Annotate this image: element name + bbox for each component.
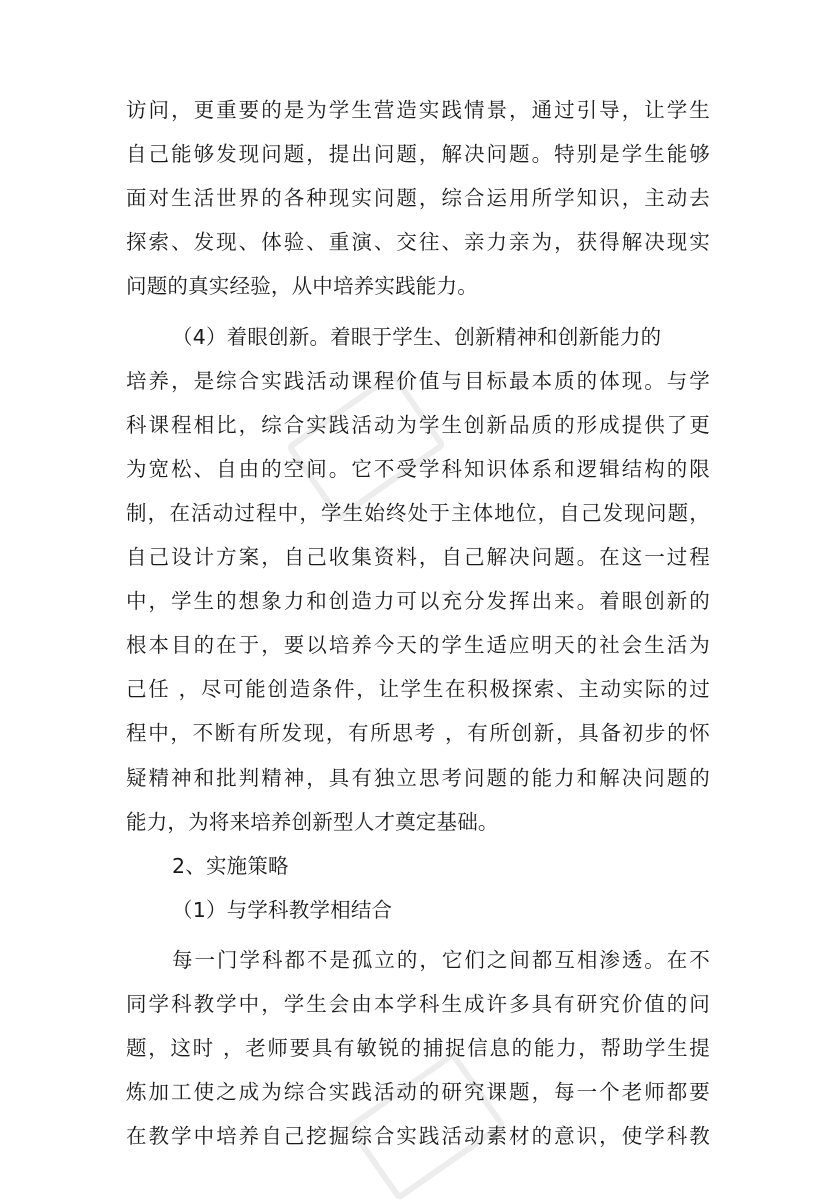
body-line-5: 问题的真实经验，从中培养实践能力。 [126, 274, 478, 298]
body-line-1: 访问，更重要的是为学生营造实践情景，通过引导，让学生 [126, 98, 710, 122]
body-line-21: 同学科教学中，学生会由本学科生成许多具有研究价值的问 [126, 992, 710, 1016]
body-line-8: 科课程相比，综合实践活动为学生创新品质的形成提供了更 [126, 413, 710, 437]
body-line-2: 自己能够发现问题，提出问题，解决问题。特别是学生能够 [126, 142, 710, 166]
body-line-17: 能力，为将来培养创新型人才奠定基础。 [126, 810, 499, 834]
body-line-3: 面对生活世界的各种现实问题，综合运用所学知识，主动去 [126, 186, 710, 210]
body-line-10: 制，在活动过程中，学生始终处于主体地位，自己发现问题， [126, 501, 710, 525]
body-line-13: 根本目的在于，要以培养今天的学生适应明天的社会生活为 [126, 633, 710, 657]
body-line-24: 在教学中培养自己挖掘综合实践活动素材的意识，使学科教 [126, 1124, 710, 1148]
body-line-4: 探索、发现、体验、重演、交往、亲力亲为，获得解决现实 [126, 230, 710, 254]
body-line-14: 己任 ，尽可能创造条件，让学生在积极探索、主动实际的过 [126, 677, 710, 701]
body-line-11: 自己设计方案，自己收集资料，自己解决问题。在这一过程 [126, 545, 710, 569]
body-line-22: 题，这时 ，老师要具有敏锐的捕捉信息的能力，帮助学生提 [126, 1036, 710, 1060]
body-line-16: 疑精神和批判精神，具有独立思考问题的能力和解决问题的 [126, 766, 710, 790]
body-line-6: （4）着眼创新。着眼于学生、创新精神和创新能力的 [172, 325, 662, 349]
body-line-7: 培养，是综合实践活动课程价值与目标最本质的体现。与学 [126, 369, 710, 393]
body-line-12: 中，学生的想象力和创造力可以充分发挥出来。着眼创新的 [126, 589, 710, 613]
body-line-20: 每一门学科都不是孤立的，它们之间都互相渗透。在不 [172, 948, 710, 972]
subsection-heading: （1）与学科教学相结合 [172, 898, 393, 922]
body-line-23: 炼加工使之成为综合实践活动的研究课题，每一个老师都要 [126, 1080, 710, 1104]
section-heading: 2、实施策略 [172, 854, 289, 878]
body-line-9: 为宽松、自由的空间。它不受学科知识体系和逻辑结构的限 [126, 457, 710, 481]
body-line-15: 程中，不断有所发现，有所思考 ，有所创新，具备初步的怀 [126, 721, 710, 745]
